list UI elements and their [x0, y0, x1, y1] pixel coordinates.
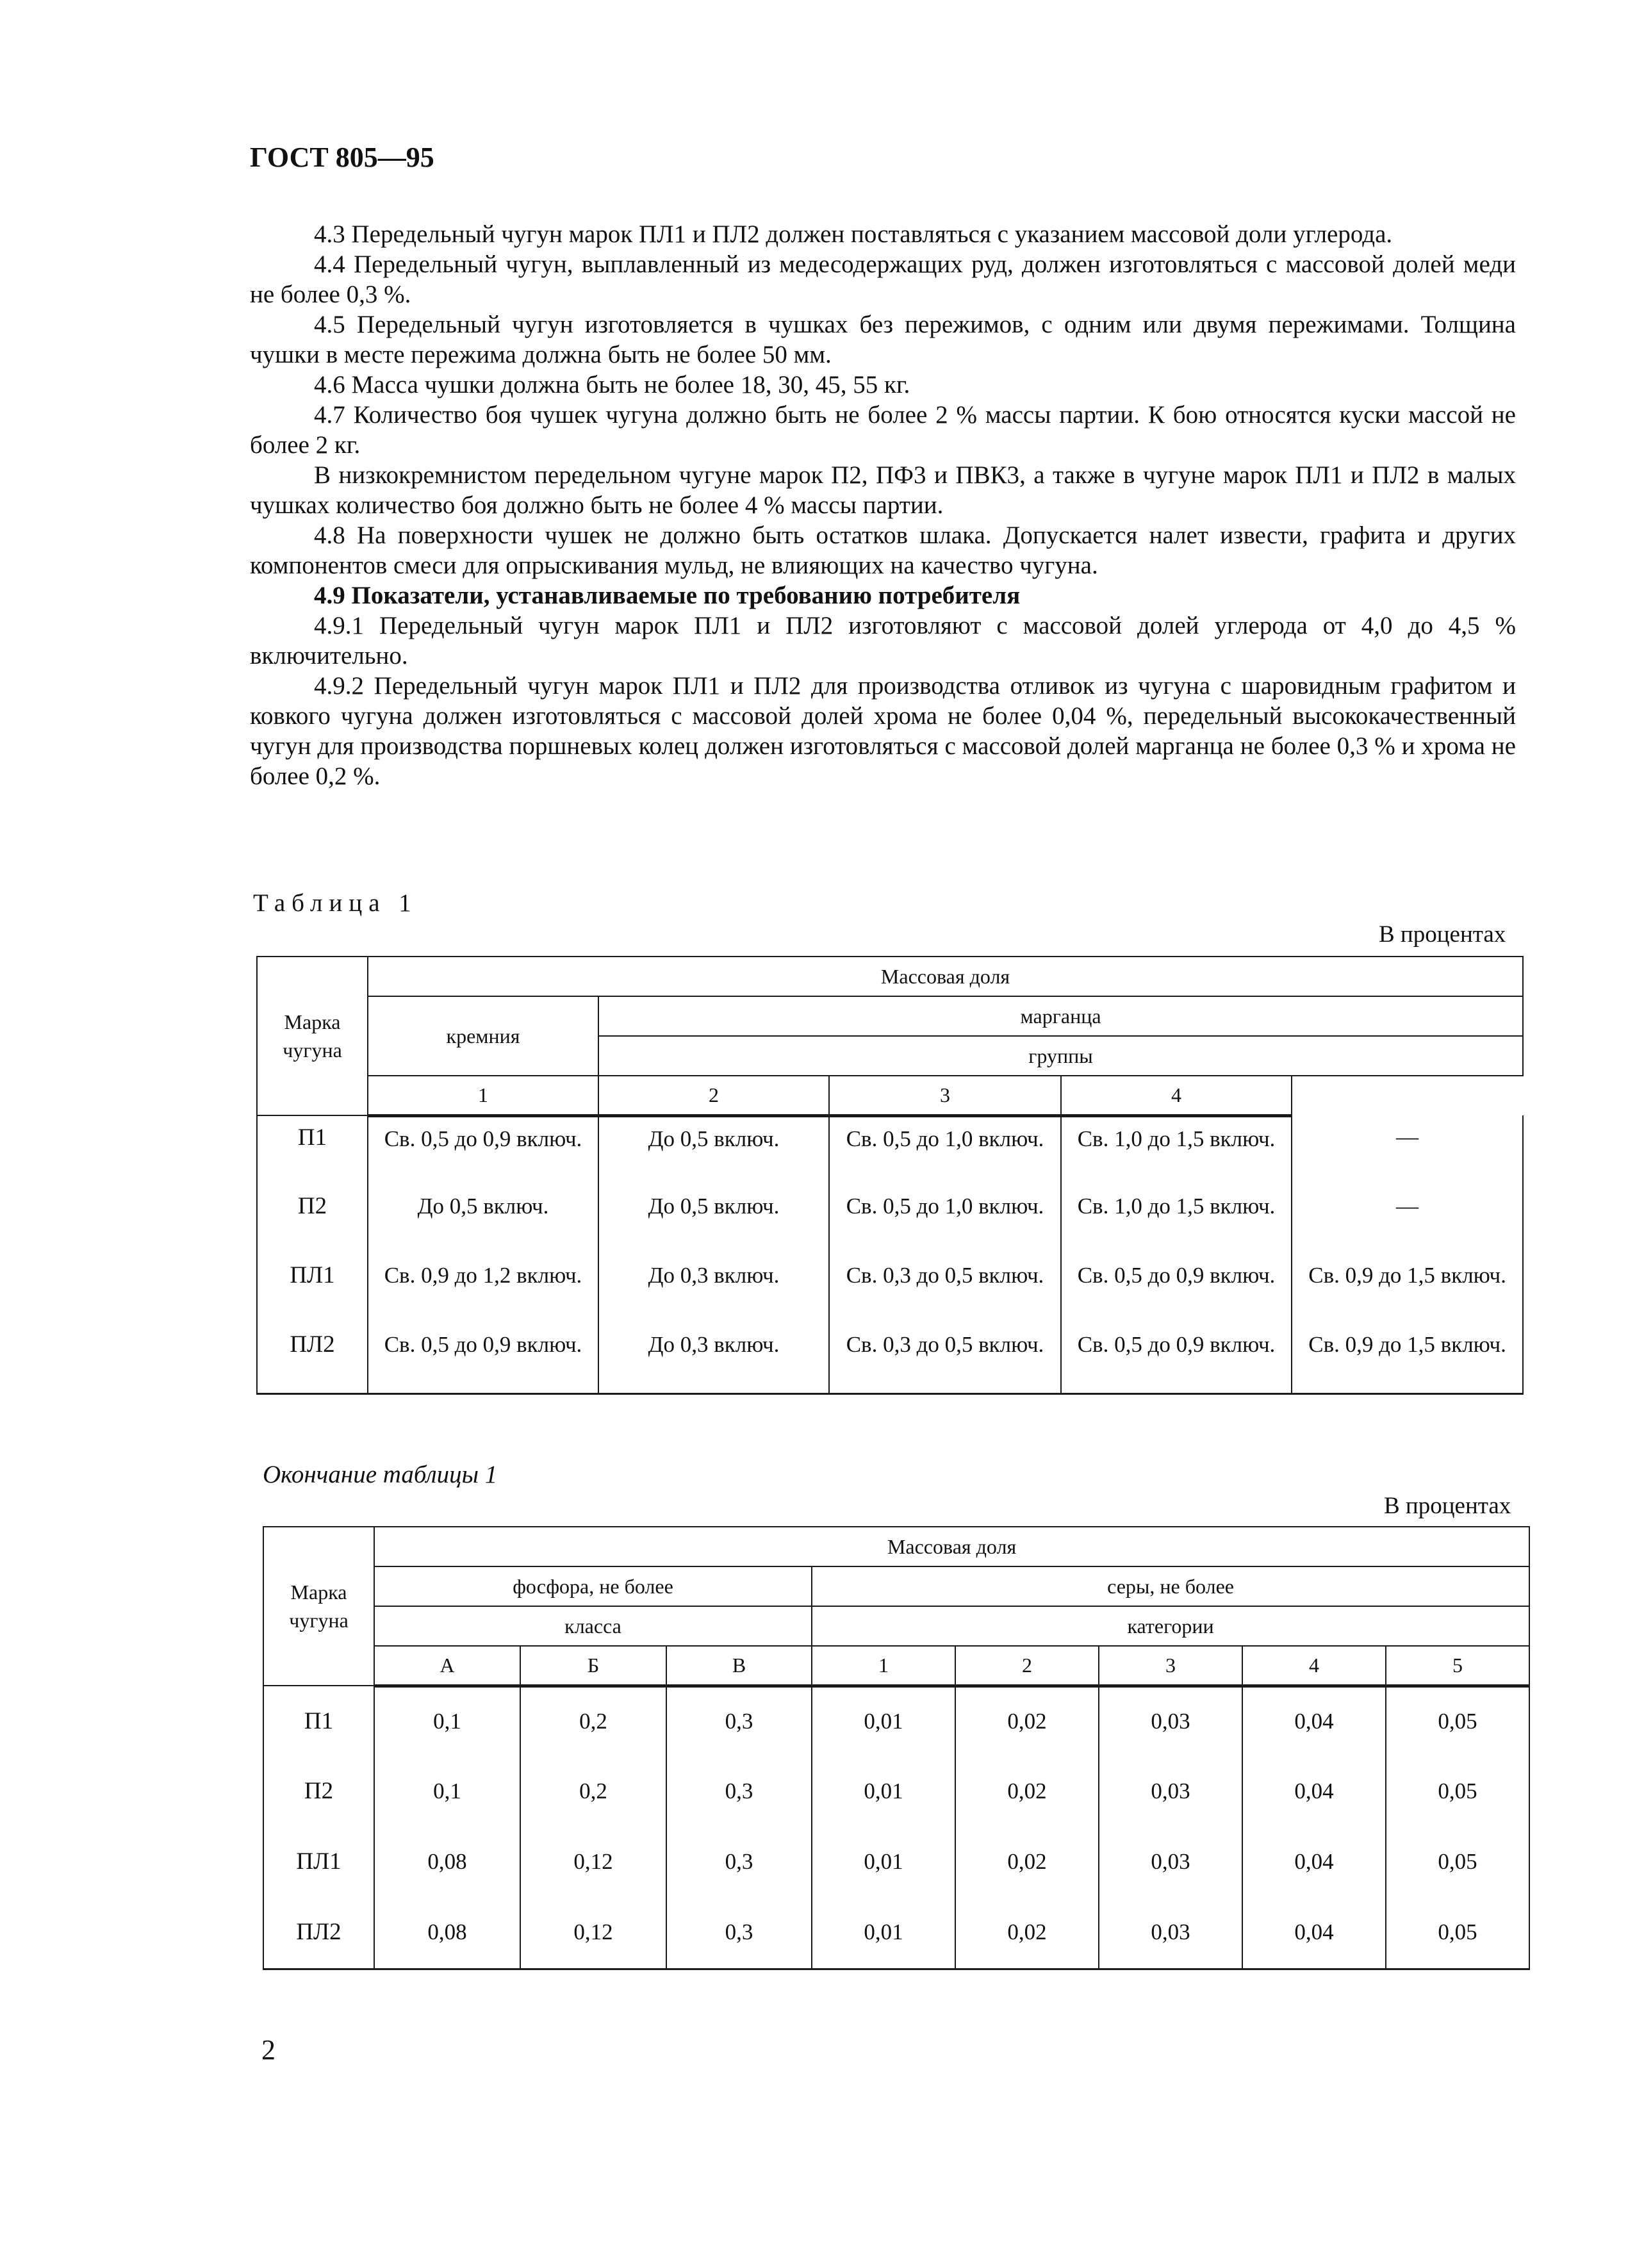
table-cell: Св. 0,9 до 1,2 включ. — [368, 1254, 598, 1323]
paragraph-4-9-heading: 4.9 Показатели, устанавливаемые по требованию потребителя — [314, 582, 1021, 609]
table-cell: Св. 0,3 до 0,5 включ. — [829, 1323, 1061, 1393]
table1-end-category-5: 5 — [1386, 1646, 1529, 1686]
body-text — [250, 219, 1516, 791]
table-cell: 0,03 — [1099, 1686, 1242, 1756]
table1-units: В процентах — [1379, 921, 1506, 948]
table1-group-4: 4 — [1061, 1076, 1292, 1115]
paragraph-4-9-1: 4.9.1 Передельный чугун марок ПЛ1 и ПЛ2 изготовляют с массовой долей углерода от 4,0 до 4,5 % включительно. — [250, 612, 1516, 670]
table1-end-units: В процентах — [1384, 1493, 1511, 1519]
table1-row-mark: ПЛ1 — [257, 1254, 368, 1323]
table-cell: 0,02 — [955, 1827, 1099, 1897]
table-cell: 0,04 — [1242, 1827, 1386, 1897]
table-cell: 0,05 — [1386, 1686, 1529, 1756]
table-cell: 0,04 — [1242, 1756, 1386, 1827]
table-cell: 0,03 — [1099, 1897, 1242, 1969]
paragraph-4-7-cont: В низкокремнистом передельном чугуне марок П2, ПФ3 и ПВК3, а также в чугуне марок ПЛ1 и ПЛ2 в малых чушках количество боя должно быть не более 4 % массы партии. — [250, 461, 1516, 519]
table1-header-mass-fraction: Массовая доля — [368, 957, 1523, 996]
table1-end-row-mark: ПЛ2 — [263, 1897, 374, 1969]
table1-end-row-mark: П1 — [263, 1686, 374, 1756]
table1-end-row-mark: ПЛ1 — [263, 1827, 374, 1897]
table-row — [263, 1897, 1529, 1969]
paragraph-4-3: 4.3 Передельный чугун марок ПЛ1 и ПЛ2 должен поставляться с указанием массовой доли углерода. — [314, 220, 1393, 248]
paragraph-4-8: 4.8 На поверхности чушек не должно быть остатков шлака. Допускается налет извести, графита и других компонентов смеси для опрыскивания мульд, не влияющих на качество чугуна. — [250, 522, 1516, 579]
paragraph-4-9-2: 4.9.2 Передельный чугун марок ПЛ1 и ПЛ2 для производства отливок из чугуна с шаровидным графитом и ковкого чугуна должен изготовляться с массовой долей хрома не более 0,04 %, передельный высококачественный чугун для производства поршневых колец должен изготовляться с массовой долей марганца не более 0,3 % и хрома не более 0,2 %. — [250, 672, 1516, 790]
table1-end-header-mass-fraction: Массовая доля — [374, 1527, 1529, 1566]
table1-group-3: 3 — [829, 1076, 1061, 1115]
table-row — [257, 1115, 1523, 1185]
table-cell: 0,3 — [666, 1827, 812, 1897]
table1-end-header-sulfur: серы, не более — [812, 1566, 1529, 1606]
table-row — [263, 1756, 1529, 1827]
table-cell: Св. 0,5 до 1,0 включ. — [829, 1185, 1061, 1254]
table1-end-header-mark: Марка чугуна — [263, 1527, 374, 1686]
table-cell: 0,03 — [1099, 1827, 1242, 1897]
table-cell: 0,05 — [1386, 1827, 1529, 1897]
table-cell: До 0,5 включ. — [368, 1185, 598, 1254]
table-cell: 0,01 — [812, 1686, 955, 1756]
table-cell: Св. 0,5 до 0,9 включ. — [368, 1115, 598, 1185]
table1-end-header-categories: категории — [812, 1606, 1529, 1646]
table-cell: Св. 0,9 до 1,5 включ. — [1292, 1323, 1523, 1393]
table-cell: 0,05 — [1386, 1756, 1529, 1827]
paragraph-4-4: 4.4 Передельный чугун, выплавленный из медесодержащих руд, должен изготовляться с массовой долей меди не более 0,3 %. — [250, 251, 1516, 308]
table-cell: Св. 0,5 до 0,9 включ. — [1061, 1254, 1292, 1323]
table-cell: 0,2 — [520, 1756, 666, 1827]
table1-end-row-mark: П2 — [263, 1756, 374, 1827]
table1-header-groups: группы — [598, 1036, 1523, 1076]
table1 — [256, 956, 1524, 1395]
table1-caption: Таблица 1 — [253, 889, 418, 917]
table-cell: 0,1 — [374, 1756, 520, 1827]
table-row — [257, 1185, 1523, 1254]
table-cell: 0,03 — [1099, 1756, 1242, 1827]
paragraph-4-5: 4.5 Передельный чугун изготовляется в чушках без пережимов, с одним или двумя пережимами. Толщина чушки в месте пережима должна быть не более 50 мм. — [250, 311, 1516, 368]
table-cell: — — [1292, 1115, 1523, 1185]
table-cell: Св. 0,5 до 1,0 включ. — [829, 1115, 1061, 1185]
table1-header-manganese: марганца — [598, 996, 1523, 1036]
table-cell: 0,1 — [374, 1686, 520, 1756]
table-cell: Св. 0,5 до 0,9 включ. — [368, 1323, 598, 1393]
table-cell: 0,02 — [955, 1686, 1099, 1756]
table1-end-category-2: 2 — [955, 1646, 1099, 1686]
table-cell: 0,01 — [812, 1756, 955, 1827]
table1-header-silicon: кремния — [368, 996, 598, 1076]
paragraph-4-6: 4.6 Масса чушки должна быть не более 18, 30, 45, 55 кг. — [314, 371, 910, 399]
table1-end-header-phosphorus: фосфора, не более — [374, 1566, 812, 1606]
page-number: 2 — [261, 2034, 275, 2066]
table1-end-header-classes: класса — [374, 1606, 812, 1646]
document-header: ГОСТ 805—95 — [250, 142, 434, 173]
table1-end-category-4: 4 — [1242, 1646, 1386, 1686]
table-cell: 0,04 — [1242, 1897, 1386, 1969]
table1-row-mark: П1 — [257, 1115, 368, 1185]
table-cell: Св. 1,0 до 1,5 включ. — [1061, 1115, 1292, 1185]
table-cell: — — [1292, 1185, 1523, 1254]
table-cell: 0,12 — [520, 1827, 666, 1897]
table1-end — [263, 1526, 1530, 1970]
table-row — [257, 1254, 1523, 1323]
table-cell: 0,2 — [520, 1686, 666, 1756]
table-cell: 0,08 — [374, 1827, 520, 1897]
table-cell: 0,02 — [955, 1897, 1099, 1969]
table1-end-class-b: Б — [520, 1646, 666, 1686]
table1-group-1: 1 — [368, 1076, 598, 1115]
table-cell: 0,01 — [812, 1897, 955, 1969]
table-cell: 0,01 — [812, 1827, 955, 1897]
table1-end-category-3: 3 — [1099, 1646, 1242, 1686]
table-cell: Св. 0,9 до 1,5 включ. — [1292, 1254, 1523, 1323]
table1-end-class-a: А — [374, 1646, 520, 1686]
table-cell: 0,02 — [955, 1756, 1099, 1827]
table-cell: 0,04 — [1242, 1686, 1386, 1756]
paragraph-4-7: 4.7 Количество боя чушек чугуна должно быть не более 2 % массы партии. К бою относятся куски массой не более 2 кг. — [250, 401, 1516, 459]
table-row — [263, 1827, 1529, 1897]
table-row — [263, 1686, 1529, 1756]
table-cell: 0,12 — [520, 1897, 666, 1969]
table-cell: Св. 1,0 до 1,5 включ. — [1061, 1185, 1292, 1254]
table-cell: До 0,3 включ. — [598, 1254, 829, 1323]
table1-group-2: 2 — [598, 1076, 829, 1115]
table1-end-caption: Окончание таблицы 1 — [263, 1461, 498, 1488]
table-cell: До 0,5 включ. — [598, 1115, 829, 1185]
table-cell: До 0,3 включ. — [598, 1323, 829, 1393]
table-cell: 0,05 — [1386, 1897, 1529, 1969]
table-cell: 0,3 — [666, 1686, 812, 1756]
table-cell: 0,3 — [666, 1756, 812, 1827]
table-cell: До 0,5 включ. — [598, 1185, 829, 1254]
table-cell: Св. 0,3 до 0,5 включ. — [829, 1254, 1061, 1323]
table1-end-class-v: В — [666, 1646, 812, 1686]
table1-end-category-1: 1 — [812, 1646, 955, 1686]
table-row — [257, 1323, 1523, 1393]
table1-header-mark: Марка чугуна — [257, 957, 368, 1115]
table-cell: Св. 0,5 до 0,9 включ. — [1061, 1323, 1292, 1393]
table-cell: 0,3 — [666, 1897, 812, 1969]
table1-row-mark: П2 — [257, 1185, 368, 1254]
table1-row-mark: ПЛ2 — [257, 1323, 368, 1393]
table-cell: 0,08 — [374, 1897, 520, 1969]
